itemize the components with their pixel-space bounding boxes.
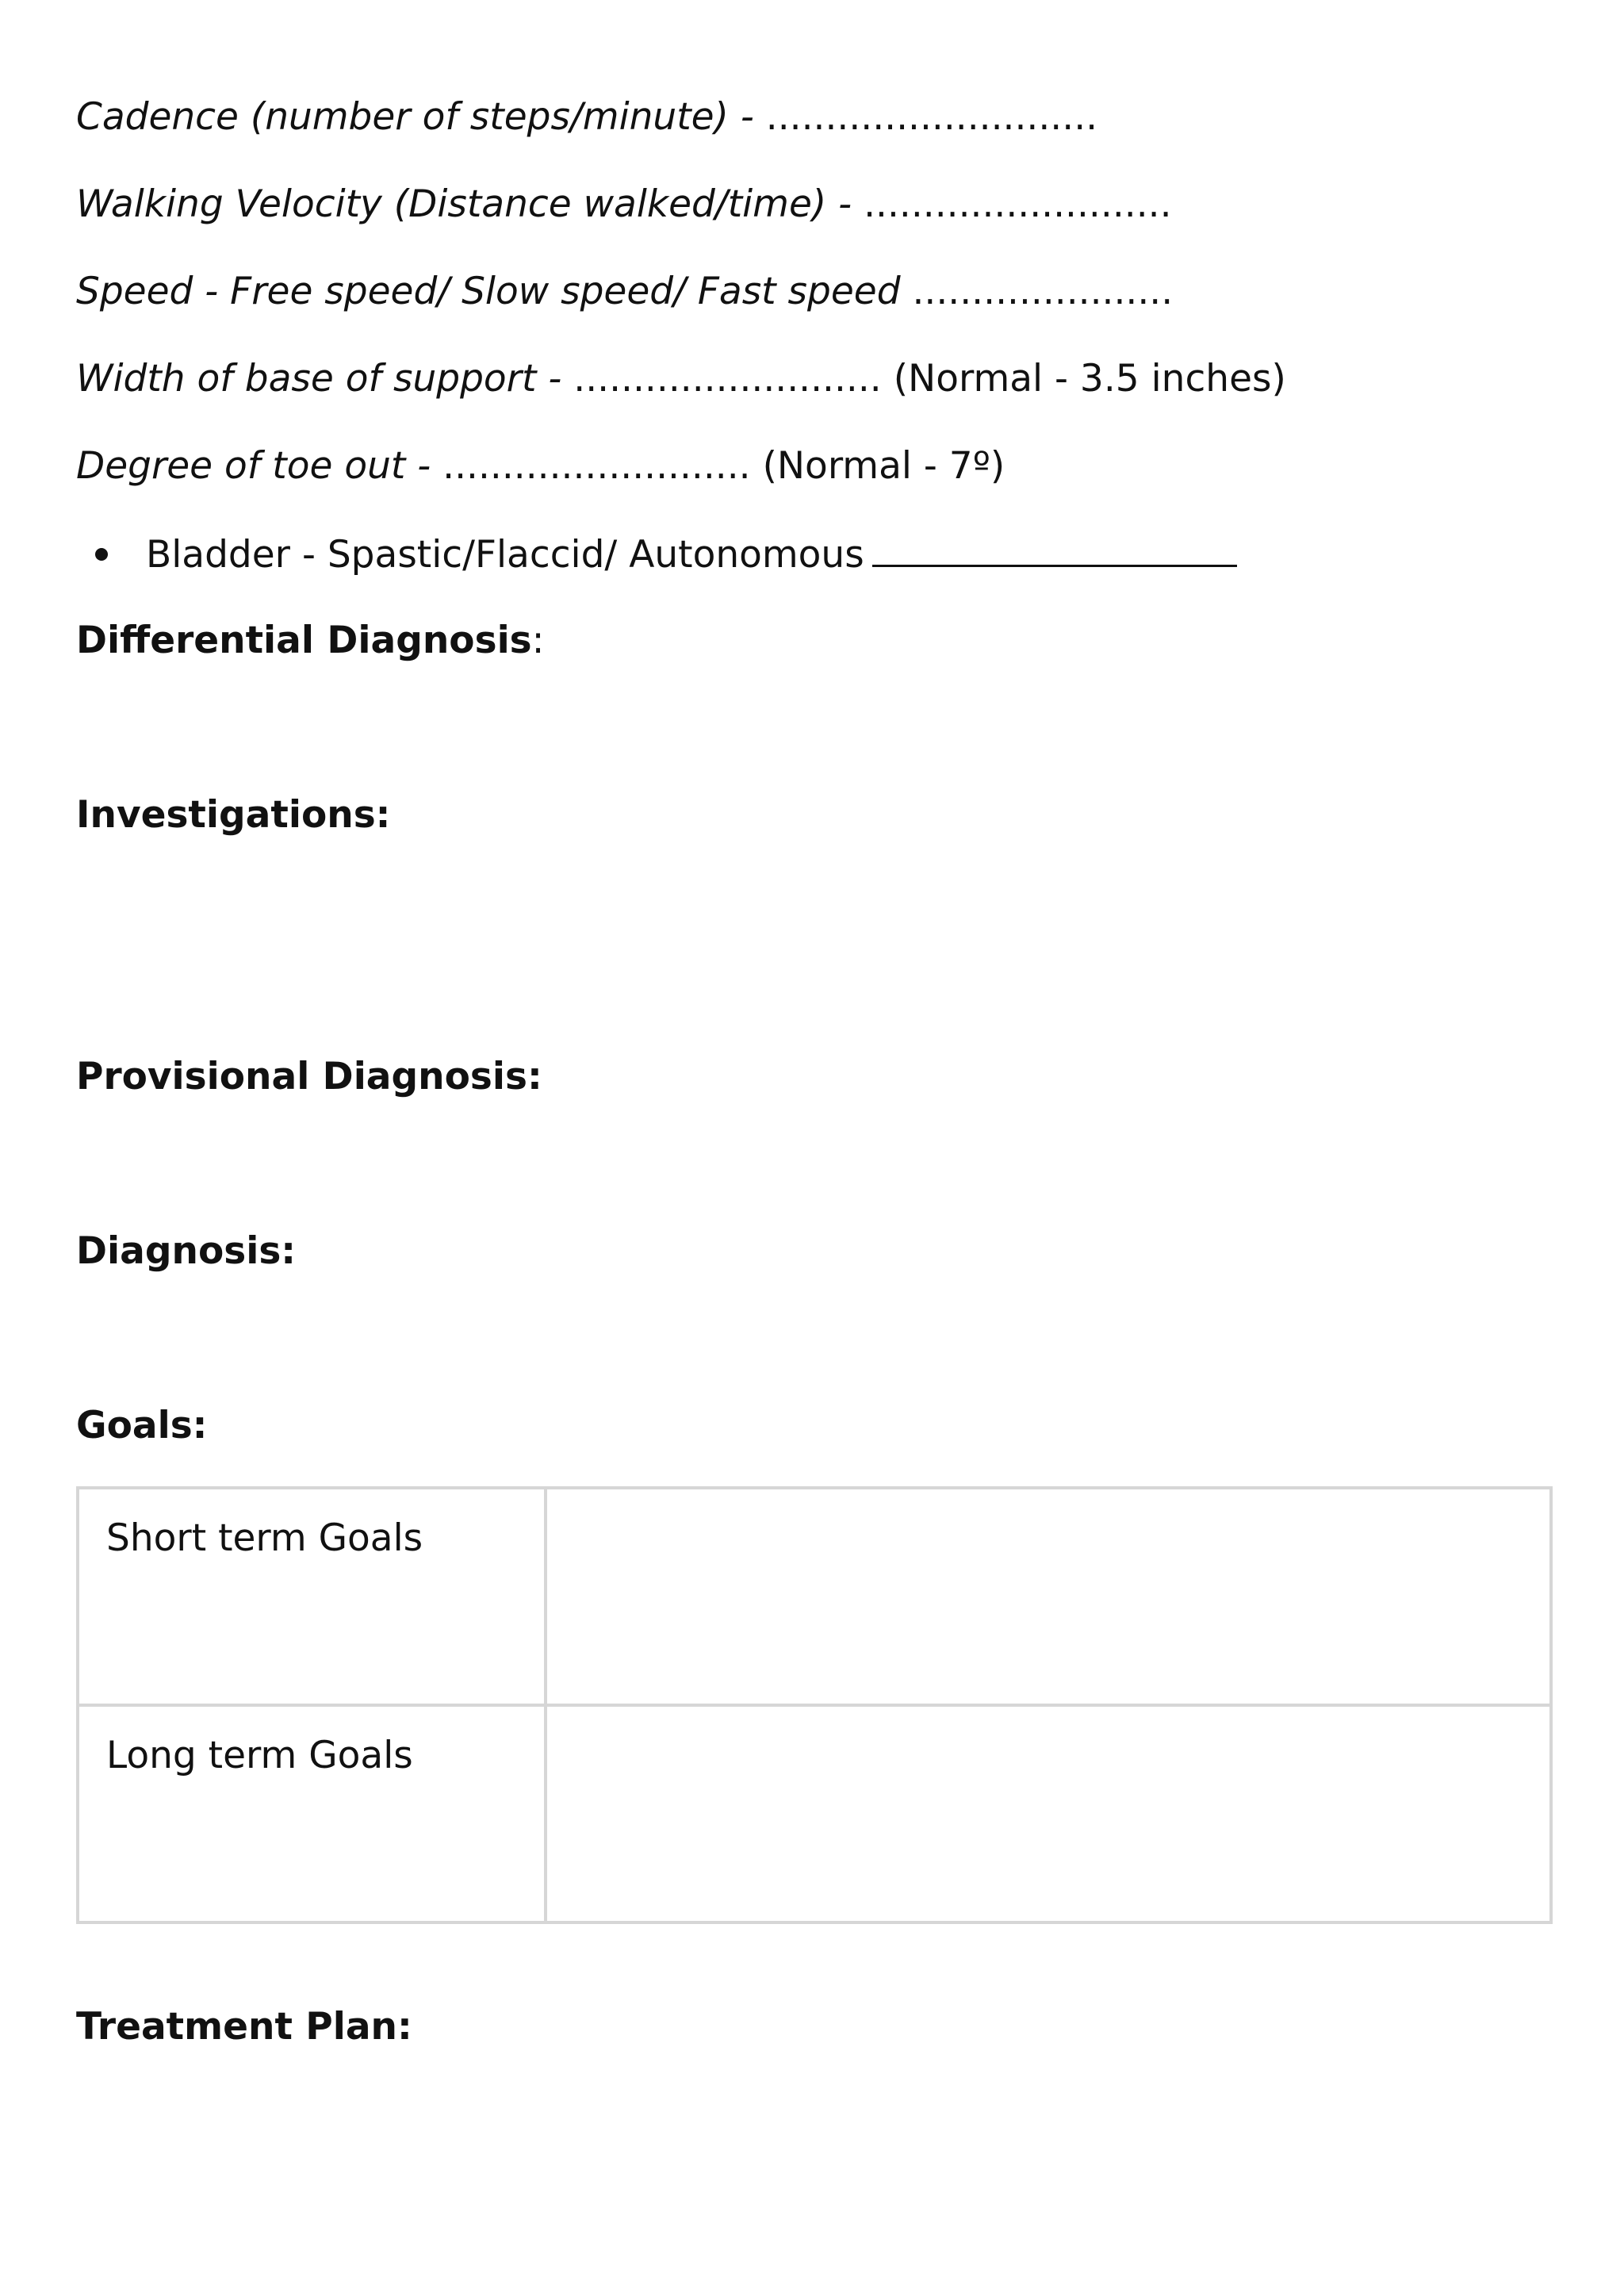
base-width-blank[interactable]: .......................... xyxy=(573,357,882,401)
short-term-goals-label: Short term Goals xyxy=(78,1488,546,1705)
toe-out-normal: (Normal - 7º) xyxy=(762,444,1005,488)
goals-table xyxy=(76,1486,1553,1924)
speed-label: Speed - Free speed/ Slow speed/ Fast speed xyxy=(76,270,901,313)
treatment-plan-heading: Treatment Plan: xyxy=(76,2005,412,2049)
walking-velocity-label: Walking Velocity (Distance walked/time) - xyxy=(76,182,852,226)
long-term-goals-field[interactable] xyxy=(546,1705,1551,1922)
provisional-diagnosis-heading: Provisional Diagnosis: xyxy=(76,1055,542,1098)
differential-diagnosis-label: Differential Diagnosis xyxy=(76,619,532,662)
long-term-goals-label: Long term Goals xyxy=(78,1705,546,1922)
differential-diagnosis-colon: : xyxy=(531,619,545,662)
base-width-normal: (Normal - 3.5 inches) xyxy=(893,357,1286,401)
investigations-heading: Investigations: xyxy=(76,793,391,837)
walking-velocity-blank[interactable]: .......................... xyxy=(864,182,1172,226)
table-row xyxy=(78,1705,1551,1922)
toe-out-blank[interactable]: .......................... xyxy=(442,444,751,488)
walking-velocity-line xyxy=(76,181,1172,228)
speed-line xyxy=(76,268,1173,316)
cadence-blank[interactable]: ............................ xyxy=(765,95,1098,139)
goals-heading: Goals: xyxy=(76,1404,208,1447)
base-width-label: Width of base of support - xyxy=(76,357,562,401)
toe-out-line xyxy=(76,443,1005,490)
bladder-blank-line[interactable] xyxy=(872,530,1237,567)
table-row xyxy=(78,1488,1551,1705)
diagnosis-heading: Diagnosis: xyxy=(76,1229,297,1273)
base-width-line xyxy=(76,355,1286,403)
bladder-text: Bladder - Spastic/Flaccid/ Autonomous xyxy=(146,533,864,577)
short-term-goals-field[interactable] xyxy=(546,1488,1551,1705)
toe-out-label: Degree of toe out - xyxy=(76,444,431,488)
differential-diagnosis-heading xyxy=(76,617,545,665)
cadence-label: Cadence (number of steps/minute) - xyxy=(76,95,754,139)
speed-blank[interactable]: ...................... xyxy=(912,270,1174,313)
bladder-item xyxy=(95,530,1237,579)
bullet-icon xyxy=(95,548,108,561)
cadence-line xyxy=(76,94,1097,141)
